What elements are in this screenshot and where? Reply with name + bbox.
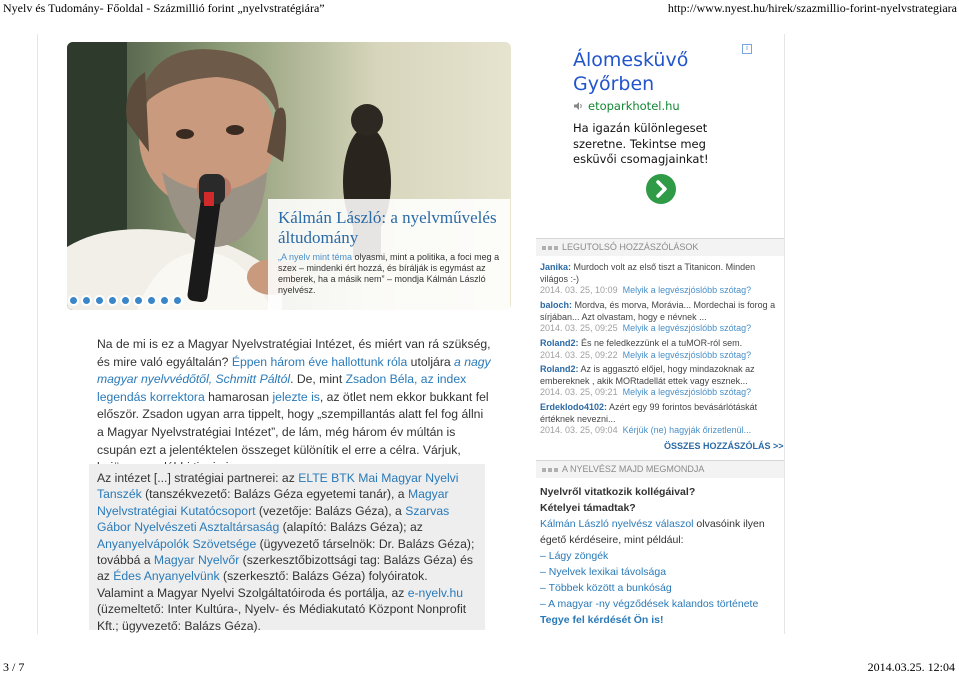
article-text: . De, mint [290, 372, 346, 387]
comment-text[interactable]: Murdoch volt az első tiszt a Titanicon. Minden világos :-) [540, 262, 756, 284]
article-link-three-years[interactable]: Éppen három éve hallottunk róla [231, 354, 408, 369]
slide-dot[interactable] [172, 295, 183, 306]
nyelvesz-topic-link[interactable]: – Nyelvek lexikai távolsága [540, 566, 667, 578]
comment-date: 2014. 03. 25, 09:22 [540, 349, 618, 360]
quote-text: (ügyvezető társelnök: Dr. Balázs Géza); továbbá a [97, 536, 475, 568]
ad-title[interactable] [573, 48, 688, 96]
quote-text: (szerkesztőbizottsági tag: Balázs Géza) és az [97, 553, 473, 584]
quote-link-elte[interactable]: ELTE BTK Mai Magyar Nyelvi Tanszék [97, 471, 459, 502]
article-link-jelezte[interactable]: jelezte is [272, 389, 320, 404]
comment-item [540, 402, 778, 437]
slide-dot[interactable] [146, 295, 157, 306]
slide-dot[interactable] [133, 295, 144, 306]
nyelvesz-lead-link[interactable]: Kálmán László nyelvész válaszol [540, 518, 694, 530]
quote-link-nyelvor[interactable]: Magyar Nyelvőr [153, 553, 240, 568]
print-page-number: 3 / 7 [3, 660, 25, 674]
nyelvesz-lead-text: olvasóink ilyen égető kérdéseire, mint például: [540, 518, 765, 546]
quote-link-anyanyelvapolok[interactable]: Anyanyelvápolók Szövetsége [97, 536, 257, 551]
comment-article-link[interactable]: Melyik a legvészjóslóbb szótag? [622, 285, 752, 295]
print-page-title: Nyelv és Tudomány- Főoldal - Százmillió forint „nyelvstratégiára” [3, 1, 325, 15]
comment-text[interactable]: Mordva, és morva, Morávia... Mordechai is forog a sírjában... Azt olvastam, hogy e névnek ... [540, 300, 776, 322]
quote-box [89, 464, 485, 633]
comment-item [540, 262, 778, 297]
article-body [97, 336, 491, 477]
slide-dot[interactable] [68, 295, 79, 306]
comment-date: 2014. 03. 25, 10:09 [540, 285, 618, 295]
comment-item [540, 364, 778, 399]
quote-link-e-nyelv[interactable]: e-nyelv.hu [407, 585, 464, 600]
comment-author[interactable]: Janika: [540, 262, 572, 272]
comment-article-link[interactable]: Melyik a legvészjóslóbb szótag? [622, 387, 752, 397]
nyelvesz-header-label: A NYELVÉSZ MAJD MEGMONDJA [562, 464, 705, 474]
article-text: , az ötlet nem ekkor bukkant fel először. Zsadon ugyan arra tippelt, hogy „szempillantás alatt fel fog állni a Magyar Nyelvstratégiai Intézet”, de lám, még három év múltán is csupán ezt a jelentéktelen összeget különítik el erre a célra. Várjuk, [97, 389, 489, 457]
comment-article-link[interactable]: Melyik a legvészjóslóbb szótag? [622, 349, 752, 360]
quote-text: (vezetője: Balázs Géza), a [255, 503, 406, 518]
header-square-icon [548, 246, 552, 250]
ad-title-line[interactable]: Győrben [573, 73, 655, 95]
chevron-right-icon [646, 174, 676, 204]
comment-date: 2014. 03. 25, 09:21 [540, 387, 618, 397]
all-comments-link[interactable]: ÖSSZES HOZZÁSZÓLÁS >> [664, 441, 784, 451]
comment-article-link[interactable]: Melyik a legvészjóslóbb szótag? [622, 323, 752, 333]
comment-author[interactable]: baloch: [540, 300, 573, 310]
print-footer [0, 660, 959, 676]
comment-author[interactable]: Erdeklodo4102: [540, 402, 608, 412]
article-link-schmitt[interactable]: a nagy magyar nyelvvédőtől, Schmitt Páltól [97, 354, 491, 387]
header-square-icon [554, 468, 558, 472]
nyelvesz-topic-link[interactable]: – Lágy zöngék [540, 550, 609, 562]
ad-title-line[interactable]: Álomesküvő [573, 49, 689, 71]
quote-link-asztaltarsasag[interactable]: Szarvas Gábor Nyelvészeti Asztaltársaság [97, 503, 450, 535]
header-square-icon [542, 246, 546, 250]
comment-author[interactable]: Roland2: [540, 364, 579, 374]
comments-header-label: LEGUTOLSÓ HOZZÁSZÓLÁSOK [562, 242, 699, 252]
quote-text: Az intézet [...] stratégiai partnerei: az [97, 471, 299, 485]
nyelvesz-question: Kételyei támadtak? [540, 502, 636, 514]
comment-date: 2014. 03. 25, 09:04 [540, 425, 618, 435]
comments-header [536, 238, 784, 256]
hero-caption-text: olyasmi, mint a politika, a foci meg a szex – mindenki ért hozzá, és bírálják is egymást az emberek, ha a másik nem” – mondja Kálmán László nyelvész. [278, 252, 500, 295]
comment-date: 2014. 03. 25, 09:25 [540, 323, 618, 333]
article-text: Na de mi is ez a Magyar Nyelvstratégiai Intézet, és miért van rá szükség, és mire való egyáltalán? [97, 337, 491, 369]
slide-dot[interactable] [120, 295, 131, 306]
hero-caption-link[interactable]: „A nyelv mint téma [278, 252, 353, 262]
comment-author[interactable]: Roland2: [540, 338, 579, 348]
nyelvesz-header [536, 460, 784, 478]
comment-text[interactable]: És ne feledkezzünk el a tuMOR-ról sem. [578, 338, 743, 348]
ad-block[interactable] [562, 42, 758, 212]
nyelvesz-topic-link[interactable]: – A magyar -ny végződések kalandos története [540, 598, 759, 610]
slide-dot[interactable] [159, 295, 170, 306]
print-datetime: 2014.03.25. 12:04 [867, 660, 955, 674]
quote-text: (alapító: Balázs Géza); az [279, 520, 423, 535]
hero-title[interactable]: Kálmán László: a nyelvművelés áltudomány [278, 208, 497, 247]
ad-info-icon[interactable]: i [742, 44, 752, 54]
ad-url[interactable]: etoparkhotel.hu [588, 99, 680, 113]
quote-text: (üzemeltető: Inter Kultúra-, Nyelv- és Médiakutató Központ Nonprofit Kft.; ügyvezető: Balázs Géza). [97, 602, 467, 633]
header-square-icon [542, 468, 546, 472]
nyelvesz-question: Nyelvről vitatkozik kollégáival? [540, 486, 696, 498]
article-text: hamarosan [204, 389, 273, 404]
ad-go-button[interactable] [646, 174, 676, 204]
comment-item [540, 300, 778, 335]
slide-dot[interactable] [107, 295, 118, 306]
print-header [0, 0, 959, 18]
quote-text: (tanszékvezető: Balázs Géza egyetemi tanár), a [141, 487, 408, 502]
speaker-icon [573, 101, 583, 111]
quote-link-kutatocsoport[interactable]: Magyar Nyelvstratégiai Kutatócsoport [97, 487, 449, 518]
article-text: utoljára [407, 354, 455, 369]
slide-dot[interactable] [94, 295, 105, 306]
comment-text[interactable]: Az is aggasztó előjel, hogy mindazoknak az embereknek , akik MORtadellát ettek vagy esznek... [540, 364, 755, 386]
article-link-zsadon[interactable]: Zsadon Béla, az index legendás korrektora [97, 372, 467, 404]
quote-link-edes-anyanyelvunk[interactable]: Édes Anyanyelvünk [113, 569, 220, 584]
ad-text: Ha igazán különlegeset szeretne. Tekintse meg esküvői csomagjainkat! [573, 121, 709, 166]
header-square-icon [554, 246, 558, 250]
comment-text[interactable]: Azért egy 99 forintos bevásárlótáskát értéknek nevezni... [540, 402, 758, 424]
slide-dot[interactable] [81, 295, 92, 306]
comment-article-link[interactable]: Kérjük (ne) hagyják őrizetlenül... [622, 425, 752, 435]
print-page-url: http://www.nyest.hu/hirek/szazmillio-forint-nyelvstrategiara [667, 1, 957, 15]
comment-item [540, 338, 778, 361]
quote-text: (szerkesztő: Balázs Géza) folyóiratok. Valamint a Magyar Nyelvi Szolgáltatóiroda és portálja, az [97, 569, 428, 600]
header-square-icon [548, 468, 552, 472]
nyelvesz-box [540, 484, 780, 628]
nyelvesz-topic-link[interactable]: – Többek között a bunkóság [540, 582, 672, 594]
hero-caption [278, 252, 506, 296]
ask-question-link[interactable]: Tegye fel kérdését Ön is! [540, 614, 664, 626]
